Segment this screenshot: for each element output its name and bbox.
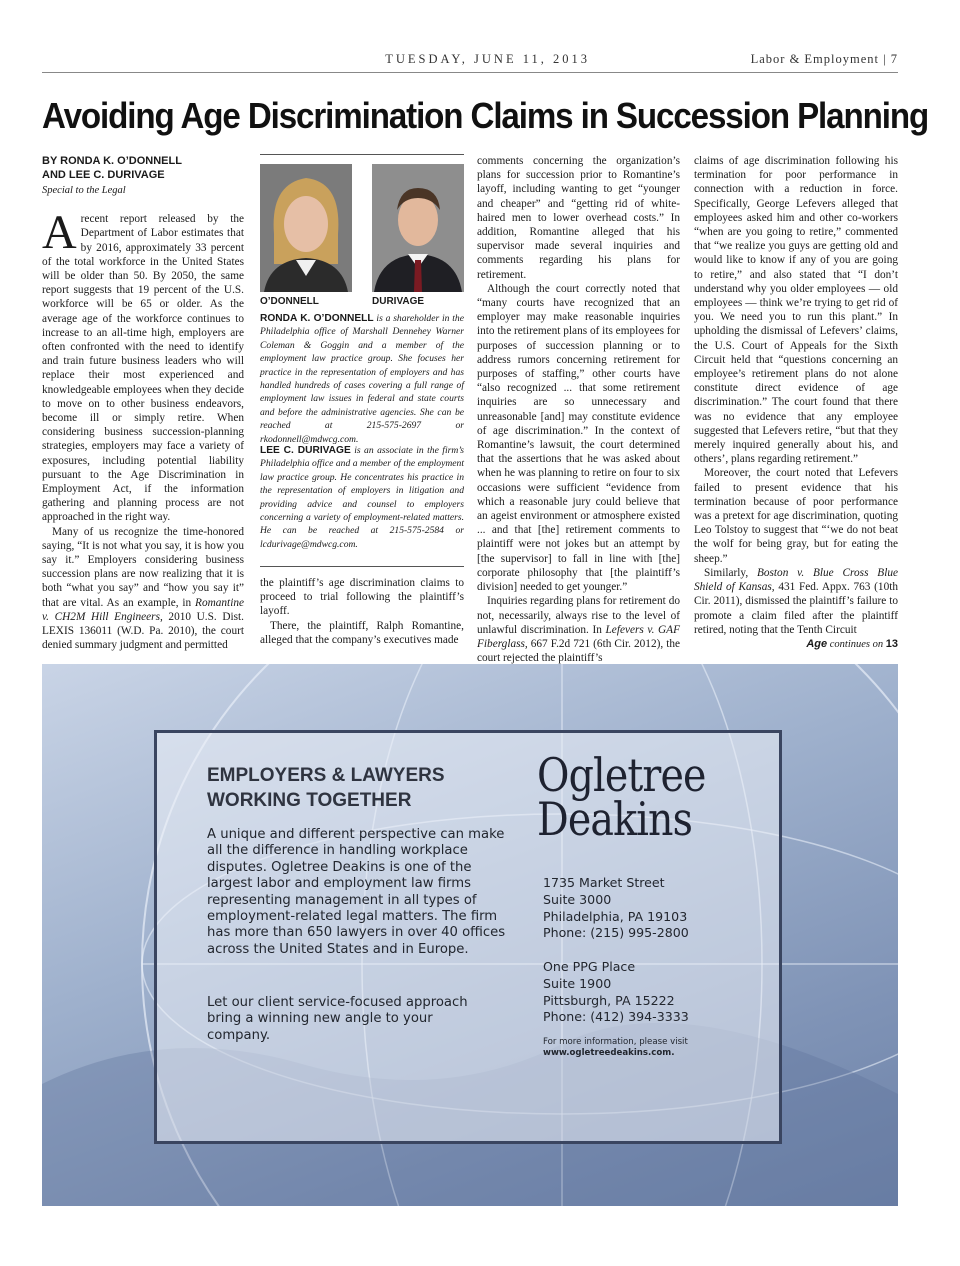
ad-headline-line-1: EMPLOYERS & LAWYERS (207, 765, 445, 786)
author-photos (260, 154, 464, 307)
continued-label: continues on (829, 638, 884, 650)
bio-odonnell-name: RONDA K. O’DONNELL (260, 313, 374, 324)
logo-line-1: Ogletree (537, 748, 706, 802)
paragraph-1-text: recent report released by the Department of Labor estimates that by 2016, approximately 33 percent of the total workforce in the United States will be older than 50. By 2050, the same report suggests that 19 percent of the U.S. workforce will be 65 or older. As the average age of the workforce continues to increase to an all-time high, employers are often confronted with the need to identify and train future business leaders who will replace their most experienced and knowledgeable employees when they decide to move on to other business endeavors, become ill or simply retire. When considering business succession-planning strategies, employers may face a variety of exposures, including potential liability pursuant to the Age Discrimination in Employment Act, if the information gathering and planning process are not approached in the right way. (42, 213, 244, 524)
bio-durivage (260, 444, 464, 551)
bio-durivage-text: is an associate in the firm’s Philadelphia office and a member of the employment law practice group. He concentrates his practice in the representation of employers in litigation and providing advice and counsel to employers concerning a variety of employment-related matters. He can be reached at 215-575-2584 or lcdurivage@mdwcg.com. (260, 445, 464, 550)
ad-body: A unique and different perspective can make all the difference in handling workplace disputes. Ogletree Deakins is one of the largest labor and employment law firms representing management in all types of employment-related legal matters. The firm has more than 650 lawyers in over 40 offices across the United States and in Europe. (207, 827, 506, 957)
address-line: 1735 Market Street (543, 875, 665, 890)
col4-paragraph-2: Moreover, the court noted that Lefevers failed to present evidence that his termination because of poor performance was a pretext for age discrimination, quoting Leo Tolstoy to suggest that “‘we do not beat the wolf for being gray, but for eating the sheep.” (694, 467, 898, 565)
photo-durivage (372, 164, 464, 292)
col4-paragraph-3 (694, 566, 898, 637)
continued-page: 13 (885, 637, 898, 650)
drop-cap: A (42, 206, 77, 260)
ad-panel (154, 730, 782, 1144)
section-page: Labor & Employment | 7 (750, 52, 898, 66)
running-header (42, 52, 898, 72)
photo-odonnell (260, 164, 352, 292)
article-column-4 (694, 154, 898, 652)
continued-on-jump[interactable] (694, 637, 898, 652)
caption-durivage: DURIVAGE (372, 296, 425, 307)
continued-keyword: Age (806, 637, 828, 650)
header-rule (42, 72, 898, 73)
case-citation: Romantine v. CH2M Hill Engineers, (42, 596, 244, 623)
ad-more-info (543, 1037, 763, 1059)
ad-headline-line-2: WORKING TOGETHER (207, 790, 412, 811)
more-info-text: For more information, please visit (543, 1037, 688, 1047)
issue-date: TUESDAY, JUNE 11, 2013 (385, 52, 590, 66)
case-citation: Boston v. Blue Cross Blue Shield of Kansas, (694, 566, 898, 594)
ad-call-to-action: Let our client service-focused approach bring a winning new angle to your company. (207, 995, 468, 1043)
paragraph-1 (42, 206, 244, 524)
col2-paragraph-1: the plaintiff’s age discrimination claims to proceed to trial following the plaintiff’s layoff. (260, 577, 464, 618)
col4-paragraph-3-end: 431 Fed. Appx. 763 (10th Cir. 2011), dismissed the plaintiff’s failure to promote a claim filed after the plaintiff retired, noting that the Tenth Circuit (694, 581, 899, 636)
phone-number: Phone: (215) 995-2800 (543, 925, 689, 941)
col4-paragraph-1: claims of age discrimination following his termination for poor performance in connection with a reduction in force. Specifically, George Lefevers alleged that employees asked him and other co-workers “when are you going to retire,” commented that “we realize you guys are getting old and would like to know if any of you are going to retire,” and also stated that “I don’t understand why you older employees — old employees — think we’re trying to get rid of you. We need you to run this plant.” In upholding the dismissal of Lefevers’ claims, the U.S. Court of Appeals for the Sixth Circuit held that “questions concerning an employee’s retirement plans do not alone constitute direct evidence of age discrimination.” The court found that there was no evidence that any employee suggested that Lefevers retire, “but that they merely inquired generally about his, and others’, plans regarding retirement.” (694, 155, 898, 466)
article-headline: Avoiding Age Discrimination Claims in Succession Planning (42, 95, 929, 136)
col3-paragraph-3 (477, 594, 680, 665)
address-line: Pittsburgh, PA 15222 (543, 992, 675, 1008)
col3-paragraph-3-end: 667 F.2d 721 (6th Cir. 2012), the court rejected the plaintiff’s (477, 637, 680, 665)
article-column-3 (477, 154, 680, 665)
address-line: Suite 1900 (543, 975, 612, 991)
col2-paragraph-2: There, the plaintiff, Ralph Romantine, alleged that the company’s executives made (260, 619, 464, 646)
byline-author-1: BY RONDA K. O’DONNELL (42, 155, 182, 167)
office-philadelphia (543, 875, 763, 942)
paragraph-2-text: Many of us recognize the time-honored saying, “It is not what you say, it is how you say it.” Employers considering business succession plans are now realizing that it is both “what you say” and “how you say it” that are vital. As an example, in (42, 525, 244, 609)
ad-headline (207, 763, 497, 813)
advertisement[interactable] (42, 664, 898, 1206)
address-line: Philadelphia, PA 19103 (543, 908, 688, 924)
article-column-1 (42, 154, 244, 653)
paragraph-2-end: 2010 U.S. Dist. LEXIS 136011 (W.D. Pa. 2010), the court denied summary judgment and permitted (42, 610, 244, 652)
case-citation: Lefevers v. GAF Fiberglass, (477, 623, 680, 650)
bio-odonnell-text: is a shareholder in the Philadelphia office of Marshall Dennehey Warner Coleman & Goggin and a member of the employment law practice group. She focuses her practice in the representation of employers and has handled hundreds of cases covering a full range of employment law issues in federal and state courts and before the administrative agencies. She can be reached at 215-575-2697 or rkodonnell@mdwcg.com. (260, 313, 464, 445)
col3-paragraph-1: comments concerning the organization’s plans for succession prior to Romantine’s layoff, including wanting to get “younger and cheaper” and “getting rid of white-haired men to lower overhead costs.” In addition, Romantine alleged that his supervisor made several inquiries and comments regarding his plans for retirement. (477, 155, 680, 281)
caption-odonnell: O’DONNELL (260, 296, 319, 307)
paragraph-2 (42, 525, 244, 653)
address-line: Suite 3000 (543, 891, 612, 907)
ogletree-deakins-logo (537, 748, 726, 846)
bio-odonnell (260, 312, 464, 446)
logo-line-2: Deakins (537, 792, 693, 846)
byline (42, 154, 244, 182)
bio-bottom-rule (260, 566, 464, 567)
col4-paragraph-3-start: Similarly, (704, 566, 749, 579)
article-column-2 (260, 576, 464, 647)
col3-paragraph-2: Although the court correctly noted that “many courts have recognized that an employer may make reasonable inquiries into the retirement plans of its employees for purposes of succession planning or to address rumors concerning retirement for purposes of staffing,” other courts have “also recognized ... that some retirement inquiries are so unnecessary and unreasonable [and] may constitute evidence of age discrimination.” In the context of Romantine’s lawsuit, the court determined that the assertions that he was asked about when he was planning to retire on four to six occasions were sufficient “evidence from which a reasonable jury could believe that an ageist environment or atmosphere existed ... and that [the] retirement comments to plaintiff were not jokes but an attempt by [the supervisor] to fall in line with [the] corporate philosophy that [the plaintiff’s division] needed to get younger.” (477, 282, 680, 594)
byline-author-2: AND LEE C. DURIVAGE (42, 169, 165, 181)
bio-durivage-name: LEE C. DURIVAGE (260, 445, 351, 456)
address-line: One PPG Place (543, 959, 636, 974)
website-link[interactable]: www.ogletreedeakins.com. (543, 1048, 675, 1058)
byline-special: Special to the Legal (42, 185, 126, 196)
phone-number: Phone: (412) 394-3333 (543, 1009, 689, 1025)
col3-paragraph-3-text: Inquiries regarding plans for retirement do not, necessarily, always rise to the level of unlawful discrimination. In (477, 595, 680, 636)
office-pittsburgh (543, 959, 763, 1026)
photos-top-rule (260, 154, 464, 155)
